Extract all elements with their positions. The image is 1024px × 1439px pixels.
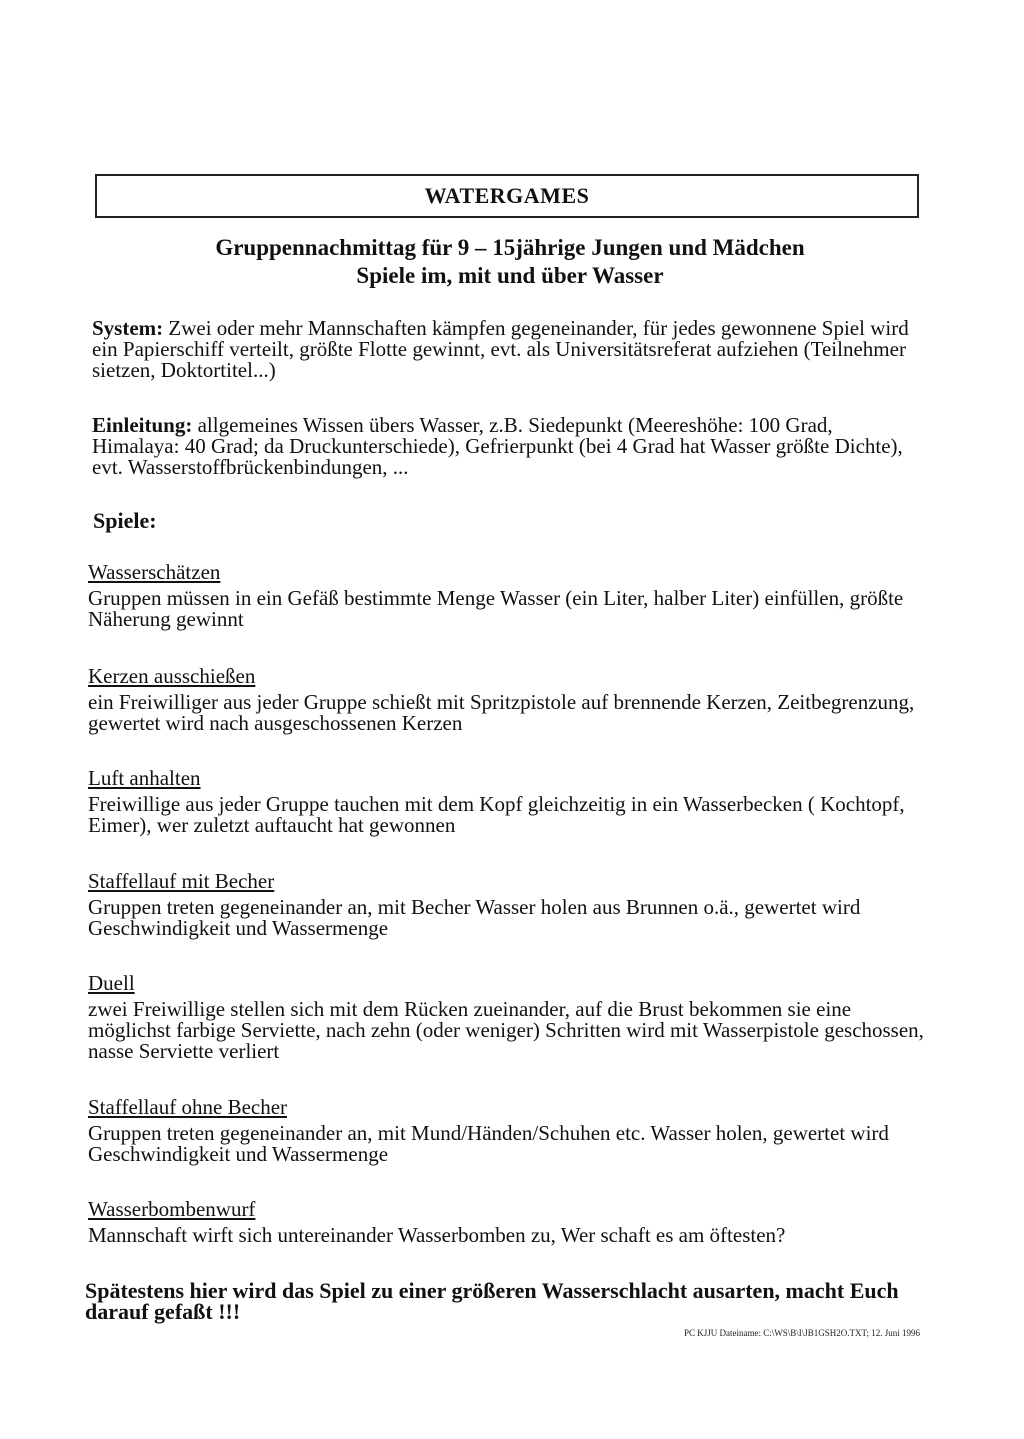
game-description: Gruppen treten gegeneinander an, mit Becher Wasser holen aus Brunnen o.ä., gewertet wird Geschwindigkeit und Wassermenge bbox=[88, 895, 861, 940]
game-title: Wasserbombenwurf bbox=[88, 1197, 256, 1221]
document-title: WATERGAMES bbox=[95, 174, 919, 218]
game-description: Mannschaft wirft sich untereinander Wasserbomben zu, Wer schaft es am öftesten? bbox=[88, 1223, 786, 1247]
game-staffellauf-ohne-becher bbox=[88, 1095, 928, 1165]
einleitung-text: allgemeines Wissen übers Wasser, z.B. Siedepunkt (Meereshöhe: 100 Grad, Himalaya: 40 Grad; da Druckunterschiede), Gefrierpunkt (bei 4 Grad hat Wasser größte Dichte), evt. Wasserstoffbrückenbindungen, ... bbox=[92, 413, 903, 479]
einleitung-label: Einleitung: bbox=[92, 413, 193, 437]
game-luft-anhalten bbox=[88, 766, 928, 836]
footer-filename: PC KJJU Dateiname: C:\WS\B\I\JB1GSH2O.TXT; 12. Juni 1996 bbox=[683, 1328, 920, 1338]
game-staffellauf-mit-becher bbox=[88, 869, 928, 939]
subtitle-line-2: Spiele im, mit und über Wasser bbox=[356, 263, 664, 288]
game-wasserschaetzen bbox=[88, 560, 928, 630]
game-title: Wasserschätzen bbox=[88, 560, 221, 584]
game-description: Freiwillige aus jeder Gruppe tauchen mit dem Kopf gleichzeitig in ein Wasserbecken ( Kochtopf, Eimer), wer zuletzt auftaucht hat gewonnen bbox=[88, 792, 905, 837]
game-description: ein Freiwilliger aus jeder Gruppe schießt mit Spritzpistole auf brennende Kerzen, Zeitbegrenzung, gewertet wird nach ausgeschossenen Kerzen bbox=[88, 690, 915, 735]
game-description: Gruppen treten gegeneinander an, mit Mund/Händen/Schuhen etc. Wasser holen, gewertet wird Geschwindigkeit und Wassermenge bbox=[88, 1121, 889, 1166]
game-duell bbox=[88, 971, 928, 1062]
system-label: System: bbox=[92, 316, 164, 340]
game-title: Kerzen ausschießen bbox=[88, 664, 256, 688]
closing-statement: Spätestens hier wird das Spiel zu einer größeren Wasserschlacht ausarten, macht Euch darauf gefaßt !!! bbox=[85, 1278, 899, 1324]
game-description: zwei Freiwillige stellen sich mit dem Rücken zueinander, auf die Brust bekommen sie eine möglichst farbige Serviette, nach zehn (oder weniger) Schritten wird mit Wasserpistole geschossen, nasse Serviette verliert bbox=[88, 997, 924, 1063]
einleitung-paragraph bbox=[92, 415, 922, 478]
game-title: Staffellauf mit Becher bbox=[88, 869, 275, 893]
game-wasserbombenwurf bbox=[88, 1197, 928, 1246]
game-kerzen-ausschiessen bbox=[88, 664, 928, 734]
game-title: Luft anhalten bbox=[88, 766, 201, 790]
system-text: Zwei oder mehr Mannschaften kämpfen gegeneinander, für jedes gewonnene Spiel wird ein Papierschiff verteilt, größte Flotte gewinnt, evt. als Universitätsreferat aufziehen (Teilnehmer sietzen, Doktortitel...) bbox=[92, 316, 909, 382]
game-description: Gruppen müssen in ein Gefäß bestimmte Menge Wasser (ein Liter, halber Liter) einfüllen, größte Näherung gewinnt bbox=[88, 586, 904, 631]
game-title: Duell bbox=[88, 971, 135, 995]
game-title: Staffellauf ohne Becher bbox=[88, 1095, 288, 1119]
subtitle-line-1: Gruppennachmittag für 9 – 15jährige Jungen und Mädchen bbox=[215, 235, 805, 260]
spiele-heading: Spiele: bbox=[93, 508, 157, 533]
system-paragraph bbox=[92, 318, 922, 381]
